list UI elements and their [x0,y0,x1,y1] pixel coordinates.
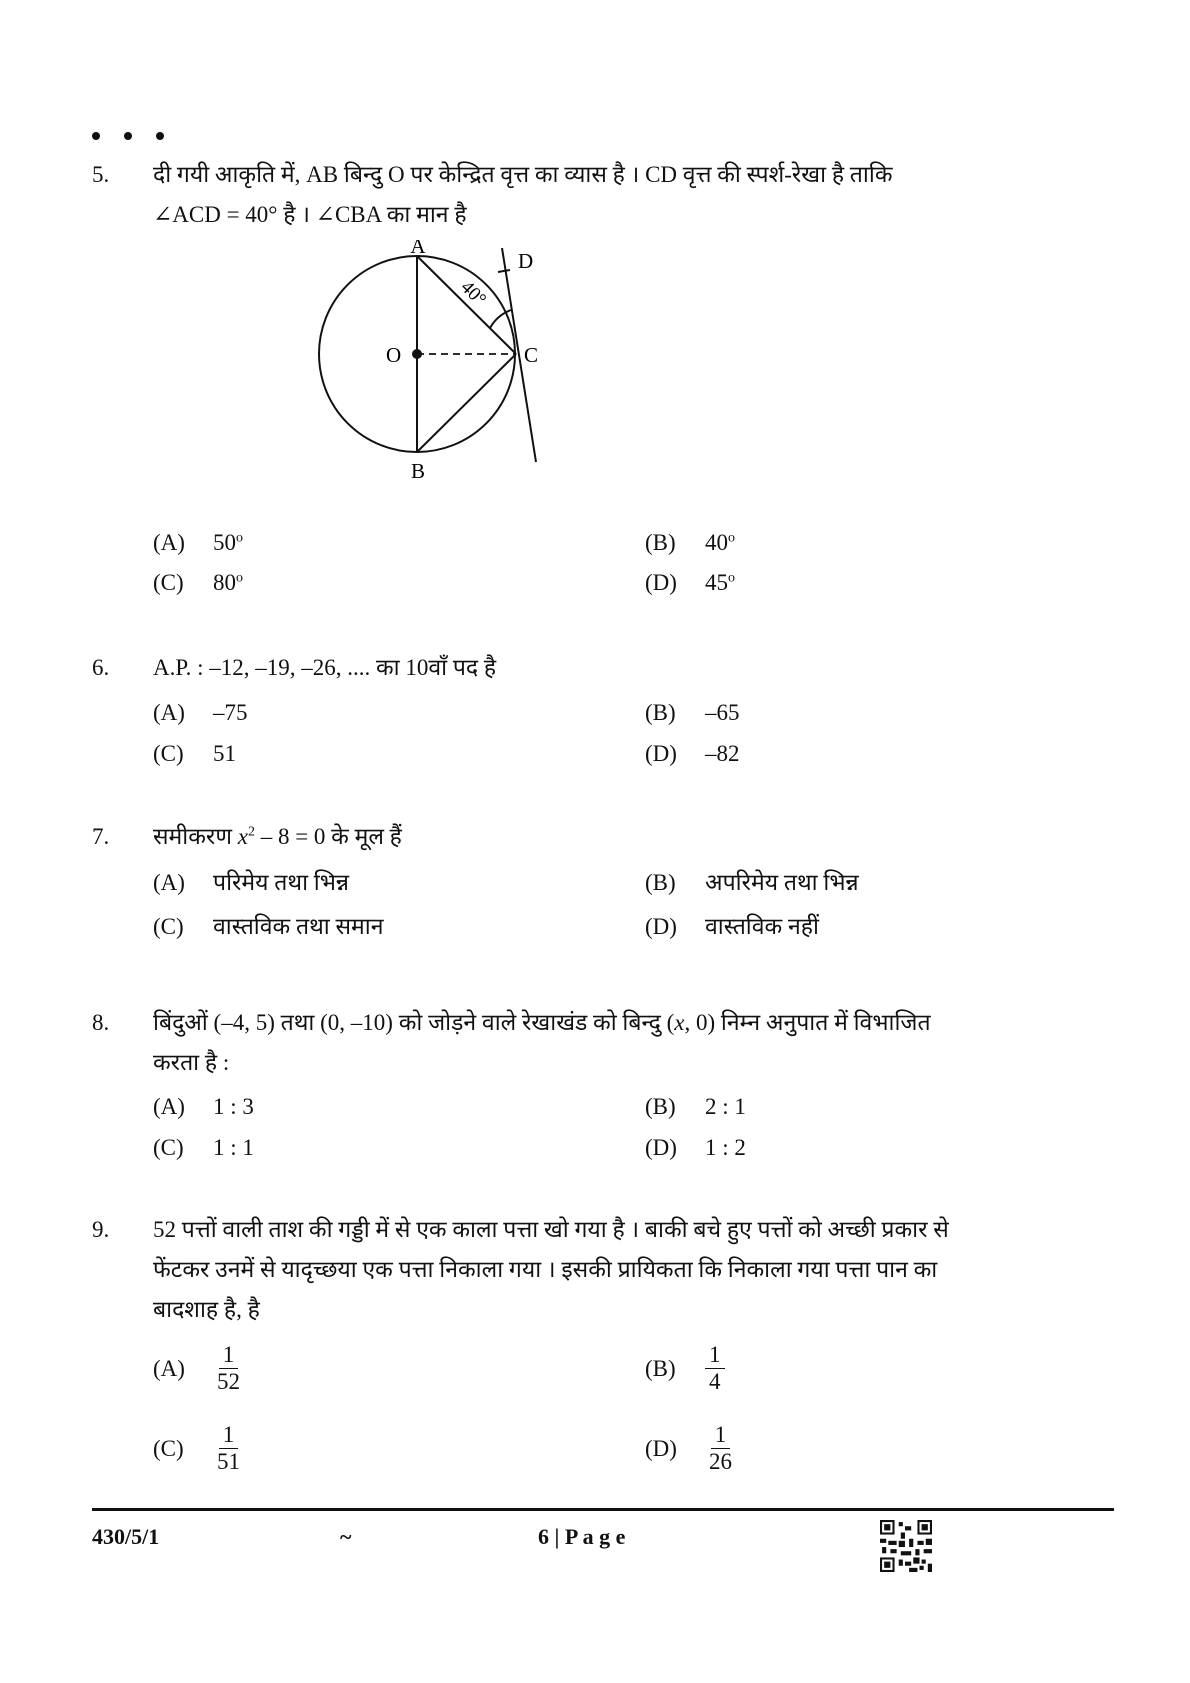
numerator: 1 [219,1342,239,1369]
footer-tilde: ~ [340,1524,352,1549]
question-number: 6. [92,655,110,680]
option-label: (D) [645,1135,677,1160]
dot [124,132,132,140]
question-text-line: फेंटकर उनमें से यादृच्छया एक पत्ता निकाला गया । इसकी प्रायिकता कि निकाला गया पत्ता पान का [153,1257,938,1282]
option-6d[interactable] [645,737,740,771]
option-9a[interactable] [153,1342,244,1395]
fraction [705,1342,725,1395]
question-text [153,817,1058,857]
exponent: 2 [247,824,255,840]
dot [92,132,100,140]
option-7a[interactable] [153,866,349,900]
question-6 [92,648,1092,688]
question-text [153,1003,1058,1083]
numerator: 1 [711,1422,731,1449]
fraction [213,1422,244,1475]
option-5c[interactable] [153,566,243,600]
question-text-line: करता है : [153,1050,230,1075]
option-label: (D) [645,741,677,766]
option-label: (B) [645,700,676,725]
option-label: (D) [645,914,677,939]
option-label: (A) [153,870,185,895]
denominator: 52 [217,1369,240,1394]
option-8c[interactable] [153,1131,254,1165]
numerator: 1 [705,1342,725,1369]
option-value [705,526,735,560]
question-5 [92,155,1092,245]
degree-sup: o [236,530,243,546]
variable-x: x [674,1010,685,1035]
option-value [705,566,735,600]
option-label: (A) [153,700,185,725]
option-label: (B) [645,1355,676,1381]
dot [156,132,164,140]
option-label: (C) [153,741,184,766]
option-value [213,566,243,600]
degree-sup: o [236,570,243,586]
denominator: 51 [217,1449,240,1474]
question-number: 8. [92,1010,110,1035]
denominator: 4 [709,1369,721,1394]
option-7c[interactable] [153,910,384,944]
option-value: 1 : 1 [213,1135,254,1160]
question-text [153,155,1058,235]
option-5d[interactable] [645,566,735,600]
option-label: (A) [153,1355,185,1381]
question-number: 5. [92,162,110,187]
fraction [705,1422,736,1475]
qr-code-icon [880,1520,932,1572]
option-label: (D) [645,570,677,595]
circle-tangent-figure [280,240,550,520]
label-o: O [386,343,402,367]
degree-sup: o [728,530,735,546]
option-value: 2 : 1 [705,1094,746,1119]
option-7b[interactable] [645,866,859,900]
option-9c[interactable] [153,1422,244,1475]
label-c: C [524,343,539,367]
option-value: –65 [705,700,740,725]
option-value: –75 [213,700,248,725]
question-text-line [153,1003,1058,1043]
option-value: 51 [213,741,236,766]
option-6b[interactable] [645,696,740,730]
question-text-line: ∠ACD = 40° है । ∠CBA का मान है [153,202,467,227]
question-text-line: 52 पत्तों वाली ताश की गड्डी में से एक काला पत्ता खो गया है । बाकी बचे हुए पत्तों को अच्छी प्रकार से [153,1217,949,1242]
option-label: (C) [153,570,184,595]
option-value: 1 : 2 [705,1135,746,1160]
question-7 [92,817,1092,857]
label-b: B [410,459,426,483]
option-label: (C) [153,1435,184,1461]
continuation-dots [92,132,164,140]
option-9d[interactable] [645,1422,736,1475]
option-6a[interactable] [153,696,248,730]
text-segment: बिंदुओं (–4, 5) तथा (0, –10) को जोड़ने वाले रेखाखंड को बिन्दु ( [153,1010,675,1035]
degree-sup: o [728,570,735,586]
option-value: 1 : 3 [213,1094,254,1119]
question-9 [92,1210,1092,1330]
numerator: 1 [219,1422,239,1449]
question-number: 9. [92,1217,110,1242]
option-label: (B) [645,530,676,555]
question-text: A.P. : –12, –19, –26, .... का 10वाँ पद है [153,655,497,680]
footer-divider [92,1508,1114,1511]
question-number: 7. [92,824,110,849]
text-segment: – 8 = 0 के मूल हैं [254,824,402,849]
option-5a[interactable] [153,526,243,560]
option-value: अपरिमेय तथा भिन्न [705,870,859,895]
option-label: (B) [645,1094,676,1119]
option-label: (A) [153,1094,185,1119]
angle-label: 40° [456,276,491,311]
option-6c[interactable] [153,737,236,771]
option-value-num: 40 [705,530,728,555]
option-value-num: 45 [705,570,728,595]
option-label: (A) [153,530,185,555]
question-text-line: दी गयी आकृति में, AB बिन्दु O पर केन्द्रित वृत्त का व्यास है । CD वृत्त की स्पर्श-रेखा है ताकि [153,162,893,187]
text-segment: समीकरण [153,824,238,849]
denominator: 26 [709,1449,732,1474]
variable-x: x [237,824,248,849]
option-8a[interactable] [153,1090,254,1124]
option-8b[interactable] [645,1090,746,1124]
text-segment: , 0) निम्न अनुपात में विभाजित [684,1010,931,1035]
option-value: परिमेय तथा भिन्न [213,870,350,895]
option-value: वास्तविक तथा समान [213,914,384,939]
option-label: (D) [645,1435,677,1461]
page-number: 6 | P a g e [538,1524,626,1549]
option-value: वास्तविक नहीं [705,914,819,939]
question-text [153,1210,1058,1330]
question-text-line: बादशाह है, है [153,1297,260,1322]
option-label: (C) [153,1135,184,1160]
option-value [213,526,243,560]
option-9b[interactable] [645,1342,725,1395]
fraction [213,1342,244,1395]
option-label: (B) [645,870,676,895]
option-7d[interactable] [645,910,819,944]
option-label: (C) [153,914,184,939]
paper-code: 430/5/1 [92,1524,160,1549]
question-8 [92,1003,1092,1083]
option-5b[interactable] [645,526,735,560]
option-value: –82 [705,741,740,766]
option-8d[interactable] [645,1131,746,1165]
label-d: D [518,249,534,273]
option-value-num: 80 [213,570,236,595]
label-a: A [410,240,426,258]
option-value-num: 50 [213,530,236,555]
